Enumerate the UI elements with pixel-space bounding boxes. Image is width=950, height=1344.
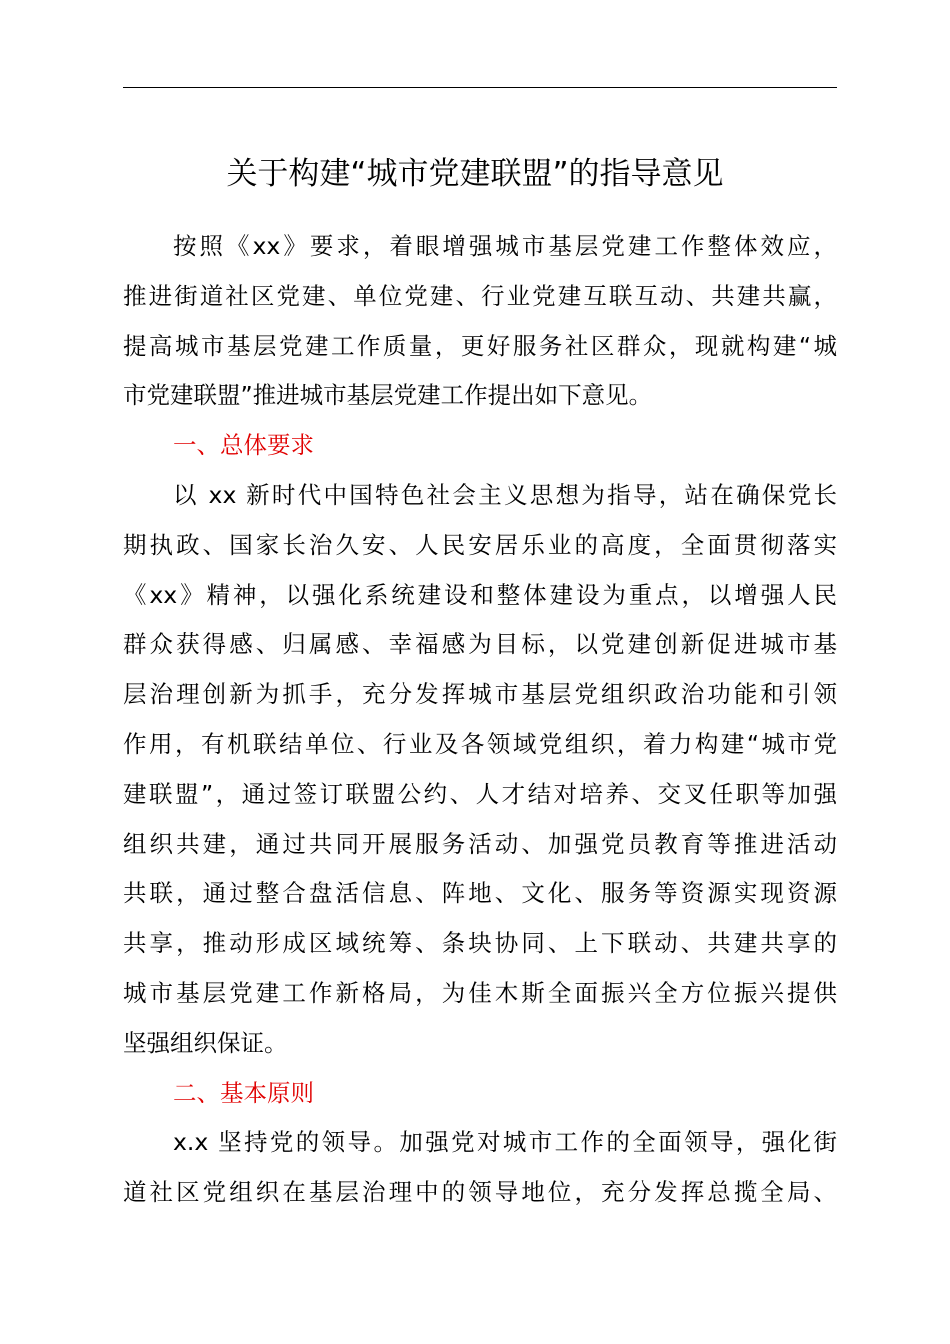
paragraph-line: 推进街道社区党建、单位党建、行业党建互联互动、共建共赢， [123,281,837,310]
paragraph-line: 期执政、国家长治久安、人民安居乐业的高度，全面贯彻落实 [123,530,837,559]
document-body [123,222,837,1218]
paragraph-line: 作用，有机联结单位、行业及各领域党组织，着力构建“城市党 [123,729,837,758]
paragraph-line: 组织共建，通过共同开展服务活动、加强党员教育等推进活动 [123,829,837,858]
paragraph-line: 共享，推动形成区域统筹、条块协同、上下联动、共建共享的 [123,929,837,958]
paragraph-line: 道社区党组织在基层治理中的领导地位，充分发挥总揽全局、 [123,1178,837,1207]
paragraph-line: 按照《xx》要求，着眼增强城市基层党建工作整体效应， [173,232,837,260]
paragraph-line: 坚强组织保证。 [123,1028,288,1057]
paragraph-line: x.x 坚持党的领导。加强党对城市工作的全面领导，强化街 [173,1128,837,1157]
paragraph-line: 以 xx 新时代中国特色社会主义思想为指导，站在确保党长 [173,480,837,509]
header-rule [123,87,837,88]
paragraph-line: 建联盟”，通过签订联盟公约、人才结对培养、交叉任职等加强 [123,779,837,808]
paragraph-line: 市党建联盟”推进城市基层党建工作提出如下意见。 [123,381,653,410]
paragraph-line: 《xx》精神，以强化系统建设和整体建设为重点，以增强人民 [123,580,837,609]
section-heading: 二、基本原则 [173,1078,314,1107]
section-heading: 一、总体要求 [173,431,314,460]
paragraph-line: 层治理创新为抓手，充分发挥城市基层党组织政治功能和引领 [123,680,837,709]
paragraph-line: 共联，通过整合盘活信息、阵地、文化、服务等资源实现资源 [123,879,837,908]
paragraph-line: 群众获得感、归属感、幸福感为目标，以党建创新促进城市基 [123,630,837,659]
paragraph-line: 提高城市基层党建工作质量，更好服务社区群众，现就构建“城 [123,331,837,360]
document-title: 关于构建“城市党建联盟”的指导意见 [226,156,724,192]
paragraph-line: 城市基层党建工作新格局，为佳木斯全面振兴全方位振兴提供 [123,978,837,1007]
